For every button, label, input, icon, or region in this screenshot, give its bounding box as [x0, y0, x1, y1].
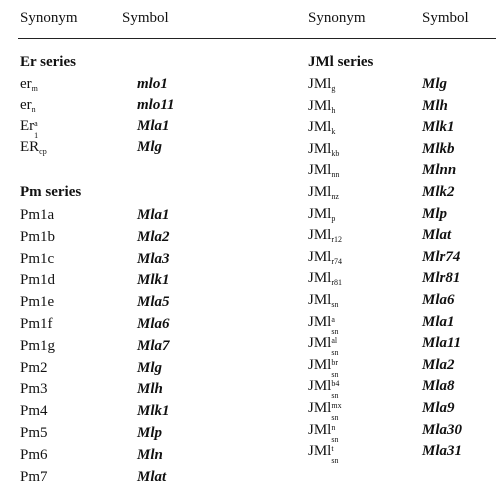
synonym-cell: [20, 423, 48, 443]
synonym-cell: [308, 333, 341, 358]
synonym-base: Pm7: [20, 468, 48, 485]
synonym-base: JMl: [308, 205, 332, 222]
synonym-scripts: [331, 443, 341, 466]
gene-symbol: Mla9: [422, 400, 455, 416]
gene-symbol: Mla1: [422, 313, 455, 330]
gene-symbol: Mln: [137, 446, 163, 463]
synonym-base: Pm1g: [20, 337, 56, 354]
gene-symbol: Mlg: [137, 139, 163, 155]
synonym-sub: cp: [39, 147, 47, 156]
synonym-cell: [308, 117, 335, 137]
synonym-sub: sn: [331, 391, 339, 401]
synonym-base: JMl: [308, 400, 332, 416]
gene-symbol: Mla2: [422, 356, 455, 373]
synonym-cell: [308, 376, 341, 401]
synonym-sub: r74: [331, 256, 343, 266]
synonym-cell: [308, 247, 342, 267]
series-title: Er series: [20, 54, 76, 70]
gene-symbol: Mlp: [137, 425, 163, 441]
synonym-base: Pm1d: [20, 272, 56, 289]
synonym-base: Pm4: [20, 403, 48, 420]
gene-symbol: Mlnn: [422, 162, 457, 179]
gene-symbol: Mlg: [137, 359, 163, 376]
synonym-base: Pm1f: [20, 316, 53, 332]
gene-symbol: Mla8: [422, 378, 455, 395]
synonym-cell: [20, 292, 54, 312]
synonym-base: JMl: [308, 97, 332, 114]
synonym-base: Pm2: [20, 359, 48, 376]
synonym-cell: [308, 441, 341, 466]
synonym-cell: [20, 401, 48, 421]
synonym-cell: [308, 312, 341, 336]
synonym-base: JMl: [308, 292, 332, 308]
synonym-sup: b4: [331, 379, 340, 389]
synonym-base: Pm1a: [20, 207, 55, 223]
synonym-sub: g: [331, 84, 336, 93]
header-rule: [18, 38, 496, 39]
synonym-base: Pm6: [20, 446, 48, 463]
synonym-cell: [20, 270, 55, 290]
gene-symbol: Mla1: [137, 207, 170, 223]
synonym-base: JMl: [308, 162, 332, 179]
synonym-cell: [20, 467, 48, 487]
series-title: Pm series: [20, 184, 82, 200]
gene-symbol: Mla30: [422, 421, 463, 438]
synonym-sup: a: [34, 119, 38, 128]
synonym-scripts: [331, 314, 341, 336]
header-synonym-right: Synonym: [308, 10, 366, 26]
synonym-base: JMl: [308, 313, 332, 330]
synonym-cell: [20, 249, 54, 269]
synonym-sub: sn: [331, 326, 339, 336]
synonym-cell: [308, 74, 335, 94]
synonym-cell: [20, 95, 36, 115]
synonym-cell: [20, 358, 48, 378]
synonym-sub: sn: [331, 300, 339, 309]
gene-symbol: Mlk1: [137, 403, 170, 420]
synonym-cell: [20, 227, 55, 247]
synonym-sub: k: [331, 127, 336, 137]
synonym-cell: [308, 268, 342, 288]
gene-symbol: Mla6: [422, 292, 455, 308]
synonym-base: JMl: [308, 270, 332, 287]
gene-symbol: mlo11: [137, 97, 175, 113]
synonym-base: JMl: [308, 378, 332, 395]
synonym-scripts: [331, 335, 341, 358]
synonym-base: JMl: [308, 140, 332, 157]
synonym-sup: t: [331, 444, 334, 454]
synonym-sub: sn: [331, 434, 339, 444]
synonym-base: Pm1c: [20, 250, 55, 267]
synonym-cell: [308, 160, 339, 180]
gene-symbol: Mla1: [137, 118, 170, 134]
synonym-base: er: [20, 76, 32, 92]
synonym-sup: br: [331, 357, 339, 367]
synonym-base: JMl: [308, 335, 332, 352]
synonym-sup: mx: [331, 401, 342, 410]
gene-symbol: Mla5: [137, 294, 170, 311]
gene-symbol: Mla7: [137, 337, 170, 354]
synonym-scripts: [34, 118, 44, 140]
synonym-base: JMl: [308, 119, 332, 136]
synonym-base: JMl: [308, 184, 332, 200]
synonym-base: JMl: [308, 227, 332, 244]
synonym-base: Pm5: [20, 425, 48, 441]
synonym-sub: r12: [331, 235, 343, 245]
synonym-sup: al: [331, 336, 338, 346]
synonym-cell: [20, 336, 55, 356]
synonym-sup: n: [331, 422, 336, 432]
gene-symbol: Mlk2: [422, 184, 455, 200]
synonym-sup: a: [331, 314, 335, 324]
gene-symbol: Mlat: [137, 468, 167, 485]
synonym-cell: [20, 205, 54, 225]
synonym-cell: [20, 116, 44, 140]
gene-symbol: Mlh: [137, 381, 163, 398]
synonym-cell: [308, 96, 335, 116]
synonym-cell: [20, 137, 47, 157]
gene-symbol: Mla2: [137, 228, 170, 245]
synonym-cell: [308, 225, 342, 245]
synonym-base: Pm1b: [20, 228, 56, 245]
gene-symbol: Mlp: [422, 205, 448, 222]
gene-symbol: Mlk1: [137, 272, 170, 289]
gene-symbol: Mla31: [422, 443, 463, 460]
header-symbol-left: Symbol: [122, 10, 169, 26]
synonym-cell: [308, 204, 335, 224]
synonym-base: er: [20, 97, 32, 113]
synonym-cell: [308, 139, 339, 159]
synonym-scripts: [331, 400, 342, 422]
synonym-base: JMl: [308, 248, 332, 265]
synonym-cell: [308, 355, 341, 379]
synonym-cell: [20, 379, 48, 399]
synonym-sub: p: [331, 213, 336, 223]
synonym-sub: n: [31, 105, 36, 114]
synonym-sub: sn: [331, 456, 339, 466]
synonym-base: ER: [20, 139, 40, 155]
synonym-sub: nn: [331, 170, 340, 180]
synonym-sub: m: [31, 84, 38, 93]
synonym-base: Pm3: [20, 381, 48, 398]
gene-symbol: Mlr81: [422, 270, 461, 287]
synonym-cell: [308, 290, 338, 310]
synonym-base: JMl: [308, 356, 332, 373]
gene-symbol: Mlg: [422, 76, 448, 92]
synonym-scripts: [331, 422, 341, 444]
series-title: JMl series: [308, 54, 374, 70]
gene-symbol: Mla6: [137, 316, 170, 332]
synonym-sub: sn: [331, 348, 339, 358]
gene-symbol: mlo1: [137, 76, 168, 92]
synonym-base: Er: [20, 118, 35, 134]
synonym-sub: sn: [331, 413, 339, 422]
synonym-cell: [20, 74, 38, 94]
synonym-sub: nz: [331, 192, 339, 201]
synonym-sub: r81: [331, 278, 343, 288]
synonym-scripts: [331, 357, 341, 379]
synonym-cell: [308, 182, 339, 202]
synonym-cell: [308, 398, 342, 422]
header-symbol-right: Symbol: [422, 10, 469, 26]
synonym-scripts: [331, 378, 341, 401]
synonym-cell: [20, 314, 53, 334]
gene-symbol: Mlr74: [422, 248, 461, 265]
synonym-sub: kb: [331, 148, 340, 158]
synonym-cell: [308, 420, 341, 444]
header-synonym-left: Synonym: [20, 10, 78, 26]
gene-symbol: Mla11: [422, 335, 462, 352]
gene-symbol: Mlk1: [422, 119, 455, 136]
gene-symbol: Mlat: [422, 227, 452, 244]
synonym-sub: 1: [34, 131, 39, 140]
synonym-cell: [20, 445, 48, 465]
gene-symbol: Mlkb: [422, 140, 455, 157]
gene-symbol: Mla3: [137, 250, 170, 267]
synonym-base: JMl: [308, 443, 332, 460]
synonym-sub: sn: [331, 369, 339, 379]
synonym-base: Pm1e: [20, 294, 55, 311]
gene-symbol: Mlh: [422, 97, 448, 114]
synonym-sub: h: [331, 105, 336, 115]
synonym-base: JMl: [308, 76, 332, 92]
synonym-base: JMl: [308, 421, 332, 438]
